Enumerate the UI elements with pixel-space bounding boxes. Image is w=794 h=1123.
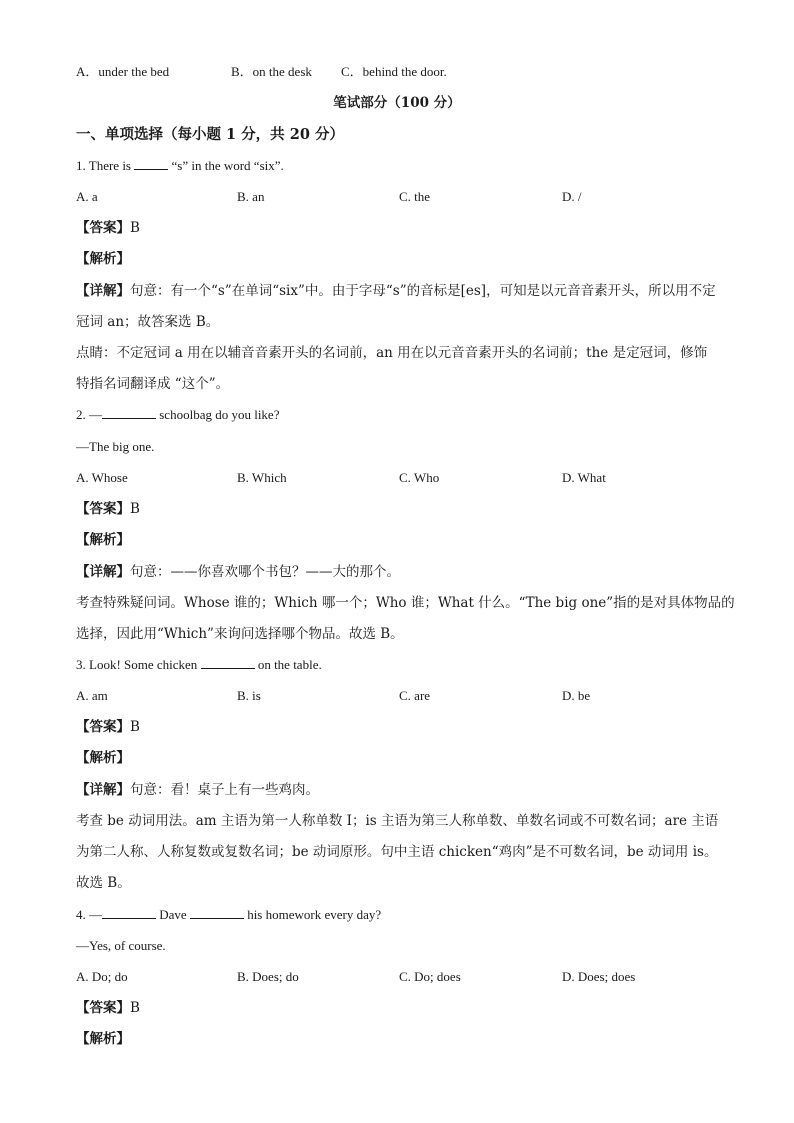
q4-answer: [76, 999, 140, 1017]
answer-label: 【答案】: [76, 501, 130, 517]
option-b: B．on the desk: [231, 64, 312, 79]
q1-analysis-label: 【解析】: [76, 251, 130, 267]
option-a: A．under the bed: [76, 64, 170, 79]
question-4-stem: [76, 906, 381, 924]
q1-detail-line-1: [76, 282, 716, 300]
q1-option-d: D. /: [562, 189, 582, 204]
q3-analysis-label: 【解析】: [76, 750, 130, 766]
answer-blank: [134, 157, 168, 170]
answer-label: 【答案】: [76, 220, 130, 236]
question-3-stem: [76, 656, 322, 674]
q1-detail-line-2: 冠词 an；故答案选 B。: [76, 314, 220, 330]
answer-value: B: [130, 501, 140, 517]
q3-detail-line-4: 故选 B。: [76, 875, 131, 891]
detail-label: 【详解】: [76, 782, 130, 798]
q2-analysis-label: 【解析】: [76, 532, 130, 548]
q2-detail-line-2: 考查特殊疑问词。Whose 谁的；Which 哪一个；Who 谁；What 什么。“The big one”指的是对具体物品的: [76, 595, 735, 611]
option-c: C．behind the door.: [341, 64, 447, 79]
q3-option-b: B. is: [237, 688, 261, 703]
q3-answer: [76, 718, 140, 736]
stem-text: “s” in the word “six”.: [171, 158, 284, 173]
q1-note-line-2: 特指名词翻译成 “这个”。: [76, 376, 230, 392]
q1-option-c: C. the: [399, 189, 431, 204]
q2-detail-line-1: [76, 563, 400, 581]
stem-text: 4. —: [76, 907, 102, 922]
answer-value: B: [130, 220, 140, 236]
question-2-reply: —The big one.: [76, 439, 155, 454]
detail-text: 句意：——你喜欢哪个书包？——大的那个。: [130, 564, 400, 580]
q1-option-b: B. an: [237, 189, 265, 204]
stem-text: 1. There is: [76, 158, 131, 173]
answer-label: 【答案】: [76, 1000, 130, 1016]
question-2-stem: [76, 406, 279, 424]
detail-text: 句意：有一个“s”在单词“six”中。由于字母“s”的音标是[es]，可知是以元音音素开头，所以用不定: [130, 283, 716, 299]
q4-analysis-label: 【解析】: [76, 1031, 130, 1047]
answer-label: 【答案】: [76, 719, 130, 735]
answer-value: B: [130, 719, 140, 735]
q2-option-c: C. Who: [399, 470, 440, 485]
answer-blank: [201, 656, 255, 669]
stem-text: on the table.: [257, 657, 322, 672]
question-1-stem: [76, 157, 284, 175]
q2-option-b: B. Which: [237, 470, 287, 485]
section-title: 笔试部分（100 分）: [333, 95, 461, 111]
q3-detail-line-3: 为第二人称、人称复数或复数名词；be 动词原形。句中主语 chicken“鸡肉”是不可数名词，be 动词用 is。: [76, 844, 718, 860]
question-4-reply: —Yes, of course.: [76, 938, 166, 953]
stem-text: 2. —: [76, 407, 102, 422]
answer-blank: [102, 906, 156, 919]
q1-option-a: A. a: [76, 189, 98, 204]
q2-option-d: D. What: [562, 470, 606, 485]
q4-option-c: C. Do; does: [399, 969, 461, 984]
q3-detail-line-1: [76, 781, 319, 799]
stem-text: 3. Look! Some chicken: [76, 657, 198, 672]
stem-text: Dave: [159, 907, 187, 922]
q2-answer: [76, 500, 140, 518]
stem-text: schoolbag do you like?: [159, 407, 280, 422]
answer-blank: [102, 406, 156, 419]
q2-option-a: A. Whose: [76, 470, 128, 485]
q4-option-d: D. Does; does: [562, 969, 636, 984]
detail-text: 句意：看！桌子上有一些鸡肉。: [130, 782, 319, 798]
q4-option-b: B. Does; do: [237, 969, 299, 984]
q3-option-c: C. are: [399, 688, 431, 703]
detail-label: 【详解】: [76, 283, 130, 299]
answer-value: B: [130, 1000, 140, 1016]
part-heading: 一、单项选择（每小题 1 分，共 20 分）: [76, 126, 344, 143]
q4-option-a: A. Do; do: [76, 969, 128, 984]
q3-option-d: D. be: [562, 688, 591, 703]
stem-text: his homework every day?: [247, 907, 382, 922]
q3-option-a: A. am: [76, 688, 108, 703]
q1-note-line-1: 点睛：不定冠词 a 用在以辅音音素开头的名词前，an 用在以元音音素开头的名词前；the 是定冠词，修饰: [76, 345, 708, 361]
q1-answer: [76, 219, 140, 237]
detail-label: 【详解】: [76, 564, 130, 580]
q2-detail-line-3: 选择，因此用“Which”来询问选择哪个物品。故选 B。: [76, 626, 404, 642]
answer-blank: [190, 906, 244, 919]
q3-detail-line-2: 考查 be 动词用法。am 主语为第一人称单数 I；is 主语为第三人称单数、单数名词或不可数名词；are 主语: [76, 813, 719, 829]
